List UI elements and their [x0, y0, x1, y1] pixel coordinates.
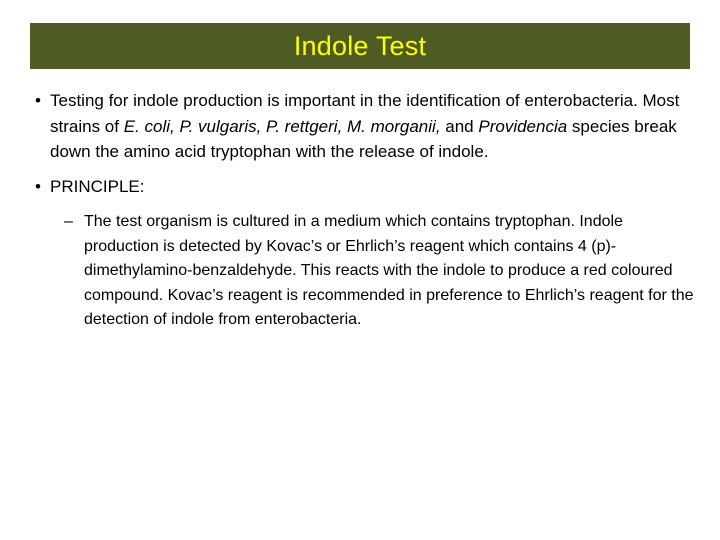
list-item: [64, 210, 696, 333]
list-item: [28, 88, 696, 165]
bullet-text-principle-detail: The test organism is cultured in a medium which contains tryptophan. Indole production is detected by Kovac’s or Ehrlich’s reagent which contains 4 (p)-dimethylamino-benzaldehyde. This reacts with the indole to produce a red coloured compound. Kovac’s reagent is recommended in preference to Ehrlich’s reagent for the detection of indole from enterobacteria.: [84, 213, 694, 328]
page-title: Indole Test: [293, 30, 427, 61]
bullet-text-intro: Testing for indole production is important in the identification of enterobacteria. Most strains of E. coli, P. vulgaris, P. rettgeri, M. morganii, and Providencia species break down the amino acid tryptophan with the release of indole.: [50, 91, 680, 161]
list-item: [28, 174, 696, 200]
bullet-text-principle: PRINCIPLE:: [50, 176, 145, 196]
slide-body: [28, 88, 696, 333]
bullet-marker-dash: –: [64, 213, 73, 230]
sub-list: [64, 210, 696, 333]
bullet-marker: •: [35, 176, 41, 196]
bullet-marker: •: [35, 91, 41, 110]
slide-title-bar: [30, 23, 690, 69]
